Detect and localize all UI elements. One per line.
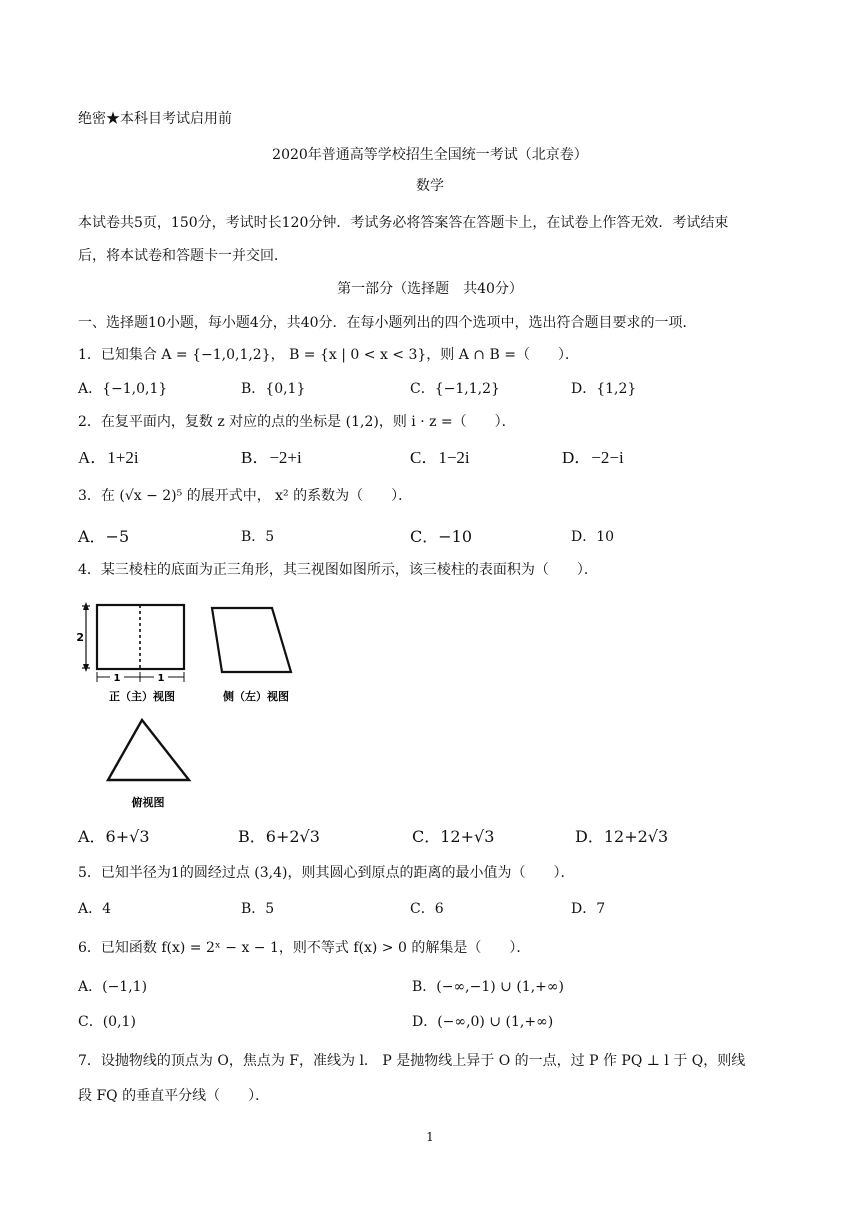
page-number: 1 <box>426 1130 434 1144</box>
question-6-option-d: D．(−∞,0) ∪ (1,+∞) <box>412 1014 554 1030</box>
question-6-option-b: B．(−∞,−1) ∪ (1,+∞) <box>412 979 564 995</box>
side-view <box>212 608 291 672</box>
question-7-stem: 7．设抛物线的顶点为 O，焦点为 F，准线为 l． P 是抛物线上异于 O 的一点，过 P 作 PQ ⊥ l 于 Q，则线 <box>78 1053 746 1069</box>
question-6-stem: 6．已知函数 f(x) = 2ˣ − x − 1，则不等式 f(x) > 0 的解集是（ ）． <box>78 940 531 956</box>
subject-title: 数学 <box>416 178 444 194</box>
exam-title: 2020年普通高等学校招生全国统一考试（北京卷） <box>272 147 588 163</box>
secret-mark: 绝密★本科目考试启用前 <box>78 111 232 127</box>
question-5-option-b: B．5 <box>241 901 275 917</box>
front-view-label: 正（主）视图 <box>109 690 175 703</box>
question-5-stem: 5．已知半径为1的圆经过点 (3,4)，则其圆心到原点的距离的最小值为（ ）． <box>78 865 575 881</box>
question-5-option-c: C．6 <box>410 901 444 917</box>
top-view <box>108 720 189 780</box>
question-2-option-d: D．−2−i <box>562 448 624 467</box>
front-view-height-label: 2 <box>76 631 84 644</box>
question-6-option-a: A．(−1,1) <box>78 979 148 995</box>
front-view-left-width-label: 1 <box>113 673 121 684</box>
side-view-label: 侧（左）视图 <box>223 690 289 703</box>
question-5-option-d: D．7 <box>571 901 606 917</box>
question-4-stem: 4．某三棱柱的底面为正三角形，其三视图如图所示，该三棱柱的表面积为（ ）． <box>78 562 598 578</box>
question-1-option-a: A．{−1,0,1} <box>78 381 168 397</box>
instructions-line-2: 后，将本试卷和答题卡一并交回． <box>78 248 288 264</box>
question-7-stem-continued: 段 FQ 的垂直平分线（ ）． <box>78 1088 270 1104</box>
part-title: 第一部分（选择题 共40分） <box>337 281 523 297</box>
question-4-option-a: A．6+√3 <box>78 827 150 846</box>
instructions-line-1: 本试卷共5页，150分，考试时长120分钟．考试务必将答案答在答题卡上，在试卷上作答无效．考试结束 <box>78 215 729 231</box>
section-intro: 一、选择题10小题，每小题4分，共40分．在每小题列出的四个选项中，选出符合题目要求的一项． <box>78 315 697 331</box>
three-view-figure <box>78 598 318 818</box>
question-6-option-c: C．(0,1) <box>78 1014 136 1030</box>
question-1-option-c: C．{−1,1,2} <box>410 381 500 397</box>
question-2-option-b: B．−2+i <box>241 448 302 467</box>
question-3-stem: 3．在 (√x − 2)⁵ 的展开式中， x² 的系数为（ ）． <box>78 488 413 504</box>
question-4-option-c: C．12+√3 <box>412 827 495 846</box>
question-3-option-b: B．5 <box>241 529 275 545</box>
question-2-option-a: A．1+2i <box>78 448 139 467</box>
top-view-label: 俯视图 <box>131 796 165 809</box>
question-2-option-c: C．1−2i <box>410 448 470 467</box>
question-3-option-a: A．−5 <box>78 527 130 546</box>
front-view-right-width-label: 1 <box>157 673 165 684</box>
question-5-option-a: A．4 <box>78 901 112 917</box>
question-4-option-d: D．12+2√3 <box>575 827 669 846</box>
question-1-option-d: D．{1,2} <box>571 381 637 397</box>
question-1-option-b: B．{0,1} <box>241 381 306 397</box>
question-3-option-d: D．10 <box>571 529 615 545</box>
question-1-stem: 1．已知集合 A = {−1,0,1,2}， B = {x | 0 < x < 3}，则 A ∩ B =（ ）． <box>78 347 579 363</box>
question-4-option-b: B．6+2√3 <box>238 827 320 846</box>
question-2-stem: 2．在复平面内，复数 z 对应的点的坐标是 (1,2)，则 i · z =（ ）． <box>78 414 516 430</box>
question-3-option-c: C．−10 <box>410 527 473 546</box>
front-view <box>82 602 184 682</box>
